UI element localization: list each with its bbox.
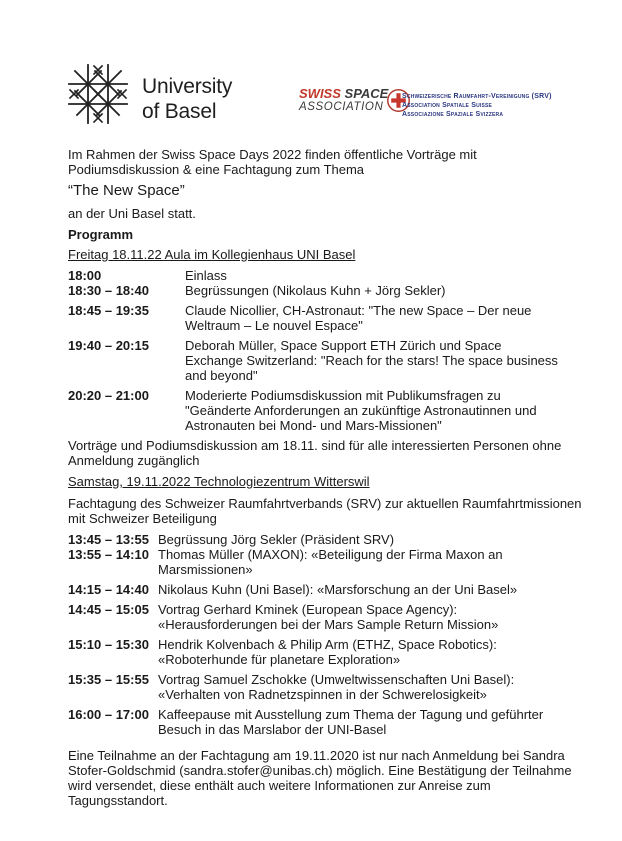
schedule-time: 14:45 – 15:05 <box>68 602 149 617</box>
srv-association-names <box>402 92 552 119</box>
schedule-time: 18:00 <box>68 268 102 283</box>
schedule-text: Kaffeepause mit Ausstellung zum Thema der Tagung und geführter Besuch in das Marslabor der UNI-Basel <box>158 707 544 737</box>
swiss-space-association-wordmark <box>299 87 388 114</box>
schedule-time: 18:30 – 18:40 <box>68 283 149 298</box>
university-of-basel-logo <box>66 62 130 129</box>
ssa-word-swiss: SWISS <box>299 86 341 101</box>
schedule-time: 15:10 – 15:30 <box>68 637 149 652</box>
schedule-text: Claude Nicollier, CH-Astronaut: "The new Space – Der neue Weltraum – Le nouvel Espace" <box>185 303 532 333</box>
saturday-intro: Fachtagung des Schweizer Raumfahrtverbands (SRV) zur aktuellen Raumfahrtmissionen mit Schweizer Beteiligung <box>68 496 582 526</box>
friday-schedule <box>68 268 584 433</box>
srv-name-italian: Associazione Spaziale Svizzera <box>402 111 504 118</box>
schedule-text: Moderierte Podiumsdiskussion mit Publikumsfragen zu "Geänderte Anforderungen an zukünftige Astronautinnen und Astronauten bei Mond- und Mars-Missionen" <box>185 388 537 433</box>
schedule-text: Einlass <box>185 268 227 283</box>
saturday-heading: Samstag, 19.11.2022 Technologiezentrum Witterswil <box>68 474 370 489</box>
schedule-text: Hendrik Kolvenbach & Philip Arm (ETHZ, Space Robotics): «Roboterhunde für planetare Exploration» <box>158 637 497 667</box>
program-heading: Programm <box>68 227 134 242</box>
location-line: an der Uni Basel statt. <box>68 206 196 221</box>
schedule-row <box>68 532 584 547</box>
schedule-row <box>68 303 584 333</box>
schedule-text: Begrüssung Jörg Sekler (Präsident SRV) <box>158 532 395 547</box>
unibas-name-line1: University <box>142 75 233 98</box>
schedule-time: 13:45 – 13:55 <box>68 532 149 547</box>
ssa-word-space: SPACE <box>344 86 389 101</box>
event-title: “The New Space” <box>68 182 185 199</box>
saturday-schedule <box>68 532 584 737</box>
schedule-row <box>68 582 584 597</box>
schedule-row <box>68 268 584 283</box>
schedule-time: 18:45 – 19:35 <box>68 303 149 318</box>
unibas-name-line2: of Basel <box>142 100 217 123</box>
intro-paragraph: Im Rahmen der Swiss Space Days 2022 finden öffentliche Vorträge mit Podiumsdiskussion & eine Fachtagung zum Thema <box>68 147 477 177</box>
swiss-space-association-logo <box>299 87 411 114</box>
schedule-text: Vortrag Samuel Zschokke (Umweltwissenschaften Uni Basel): «Verhalten von Radnetzspinnen in der Schwerelosigkeit» <box>158 672 515 702</box>
schedule-text: Thomas Müller (MAXON): «Beteiligung der Firma Maxon an Marsmissionen» <box>158 547 503 577</box>
schedule-text: Vortrag Gerhard Kminek (European Space Agency): «Herausforderungen bei der Mars Sample Return Mission» <box>158 602 499 632</box>
university-of-basel-logo-icon <box>66 62 130 126</box>
schedule-row <box>68 637 584 667</box>
schedule-row <box>68 707 584 737</box>
schedule-text: Nikolaus Kuhn (Uni Basel): «Marsforschung an der Uni Basel» <box>158 582 518 597</box>
schedule-row <box>68 338 584 383</box>
university-of-basel-wordmark <box>142 74 232 124</box>
schedule-time: 13:55 – 14:10 <box>68 547 149 562</box>
schedule-time: 20:20 – 21:00 <box>68 388 149 403</box>
schedule-row <box>68 283 584 298</box>
schedule-row <box>68 602 584 632</box>
schedule-time: 15:35 – 15:55 <box>68 672 149 687</box>
schedule-row <box>68 388 584 433</box>
friday-note: Vorträge und Podiumsdiskussion am 18.11. sind für alle interessierten Personen ohne Anmeldung zugänglich <box>68 438 562 468</box>
schedule-row <box>68 547 584 577</box>
schedule-time: 14:15 – 14:40 <box>68 582 149 597</box>
srv-name-german: Schweizerische Raumfahrt-Vereinigung (SRV) <box>402 93 552 100</box>
schedule-row <box>68 672 584 702</box>
ssa-word-association: ASSOCIATION <box>299 101 384 113</box>
document-content <box>68 147 584 808</box>
srv-name-french: Association Spatiale Suisse <box>402 102 493 109</box>
schedule-time: 19:40 – 20:15 <box>68 338 149 353</box>
friday-heading: Freitag 18.11.22 Aula im Kollegienhaus UNI Basel <box>68 247 356 262</box>
schedule-text: Begrüssungen (Nikolaus Kuhn + Jörg Sekler) <box>185 283 446 298</box>
registration-paragraph: Eine Teilnahme an der Fachtagung am 19.11.2020 ist nur nach Anmeldung bei Sandra Stofer-Goldschmid (sandra.stofer@unibas.ch) möglich. Eine Bestätigung der Teilnahme wird versendet, diese enthält auch weitere Informationen zur Anreise zum Tagungsstandort. <box>68 748 572 808</box>
schedule-text: Deborah Müller, Space Support ETH Zürich und Space Exchange Switzerland: "Reach for the stars! The space business and beyond" <box>185 338 558 383</box>
schedule-time: 16:00 – 17:00 <box>68 707 149 722</box>
